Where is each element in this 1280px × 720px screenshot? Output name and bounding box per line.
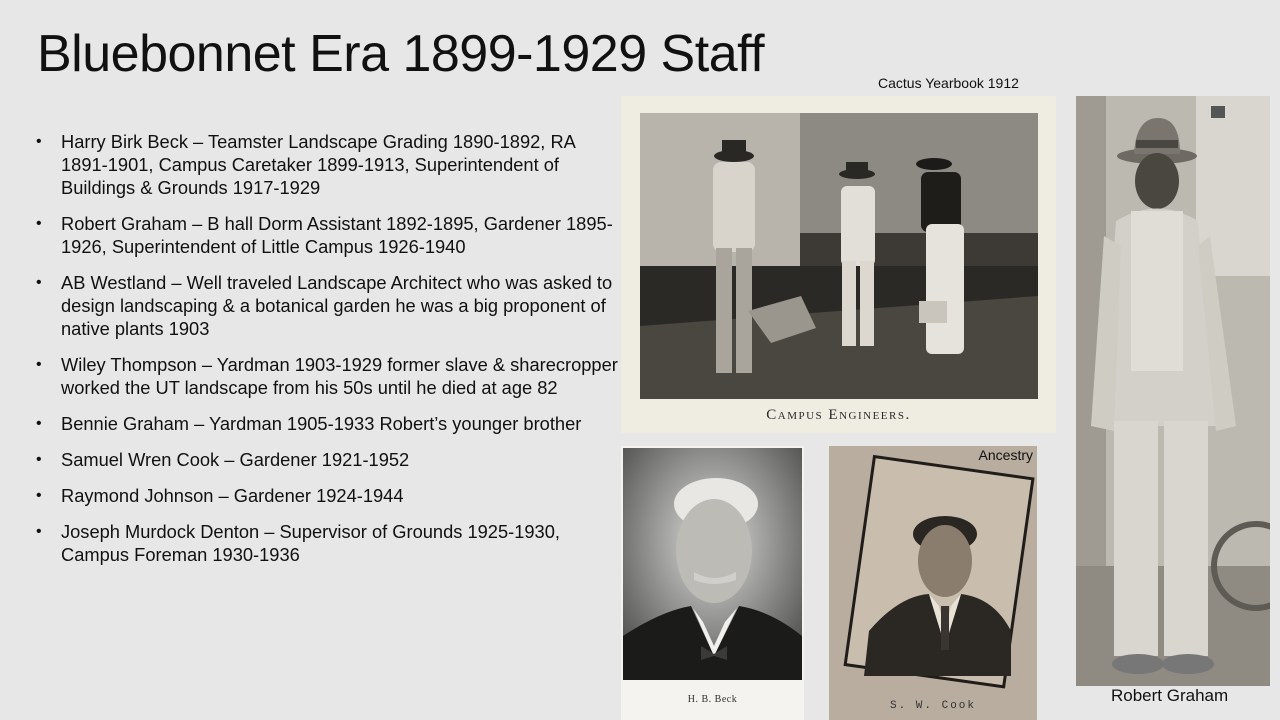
bullet-ab-westland[interactable] — [36, 271, 626, 340]
bullet-text: Harry Birk Beck – Teamster Landscape Grading 1890-1892, RA 1891-1901, Campus Caretaker 1899-1913, Superintendent of Buildings & Grounds 1917-1929 — [61, 131, 575, 198]
sw-cook-photo[interactable] — [829, 446, 1037, 720]
campus-engineers-printed-caption: Campus Engineers. — [766, 407, 911, 423]
bullet-bennie-graham[interactable] — [36, 412, 626, 435]
bullet-text: Raymond Johnson – Gardener 1924-1944 — [61, 485, 404, 506]
bullet-text: Wiley Thompson – Yardman 1903-1929 former slave & sharecropper worked the UT landscape from his 50s until he died at age 82 — [61, 354, 618, 398]
cactus-yearbook-caption: Cactus Yearbook 1912 — [878, 75, 1019, 91]
hb-beck-photo[interactable] — [621, 446, 804, 720]
bullet-robert-graham[interactable] — [36, 212, 626, 258]
bullet-marker: • — [36, 415, 42, 432]
sw-cook-printed-caption: S. W. Cook — [889, 700, 976, 712]
bullet-text: Bennie Graham – Yardman 1905-1933 Robert’s younger brother — [61, 413, 582, 434]
bullet-marker: • — [36, 487, 42, 504]
bullet-text: Robert Graham – B hall Dorm Assistant 1892-1895, Gardener 1895-1926, Superintendent of Little Campus 1926-1940 — [61, 213, 613, 257]
bullet-marker: • — [36, 274, 42, 291]
campus-engineers-photo[interactable] — [621, 96, 1056, 433]
bullet-harry-beck[interactable] — [36, 130, 626, 199]
robert-graham-caption: Robert Graham — [1111, 686, 1229, 705]
bullet-marker: • — [36, 356, 42, 373]
bullet-raymond-johnson[interactable] — [36, 484, 626, 507]
sw-cook-illustration — [829, 446, 1037, 720]
robert-graham-photo[interactable] — [1076, 96, 1270, 686]
bullet-marker: • — [36, 133, 42, 150]
hb-beck-illustration — [621, 446, 804, 720]
bullet-marker: • — [36, 523, 42, 540]
staff-bullet-list — [36, 130, 626, 579]
bullet-text: AB Westland – Well traveled Landscape Architect who was asked to design landscaping & a botanical garden he was a big proponent of native plants 1903 — [61, 272, 613, 339]
bullet-text: Samuel Wren Cook – Gardener 1921-1952 — [61, 449, 410, 470]
bullet-samuel-cook[interactable] — [36, 448, 626, 471]
bullet-wiley-thompson[interactable] — [36, 353, 626, 399]
robert-graham-illustration — [1076, 96, 1270, 686]
bullet-joseph-denton[interactable] — [36, 520, 626, 566]
slide-title[interactable]: Bluebonnet Era 1899-1929 Staff — [37, 25, 765, 83]
campus-engineers-illustration — [621, 96, 1056, 433]
bullet-text: Joseph Murdock Denton – Supervisor of Grounds 1925-1930, Campus Foreman 1930-1936 — [61, 521, 560, 565]
ancestry-caption: Ancestry — [978, 447, 1033, 463]
hb-beck-printed-caption: H. B. Beck — [687, 694, 738, 705]
bullet-marker: • — [36, 215, 42, 232]
bullet-marker: • — [36, 451, 42, 468]
